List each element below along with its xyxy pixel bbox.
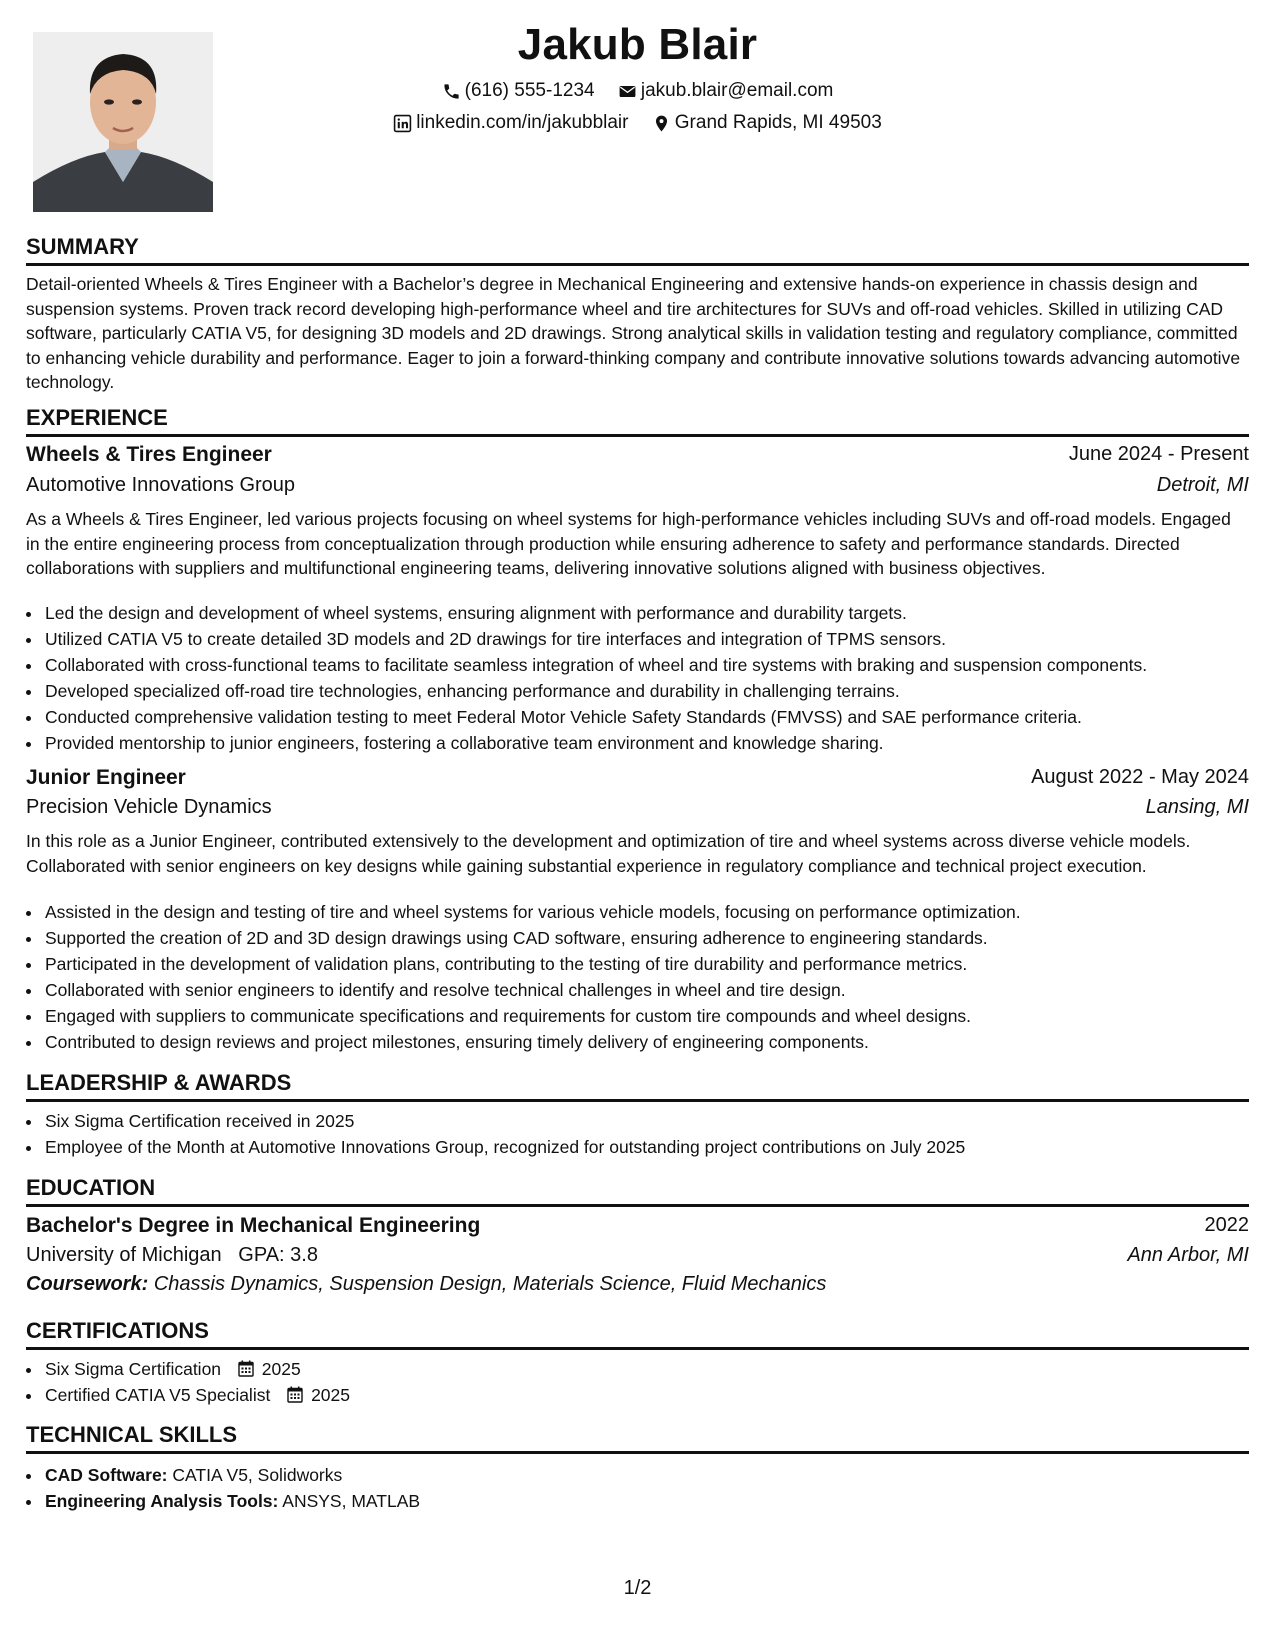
skill-label: Engineering Analysis Tools:	[45, 1491, 279, 1511]
degree: Bachelor's Degree in Mechanical Engineering	[26, 1214, 481, 1237]
contact-phone	[442, 80, 595, 102]
contact-location	[652, 112, 882, 134]
job-1-dates: June 2024 - Present	[1068, 443, 1249, 465]
school-location: Ann Arbor, MI	[1127, 1244, 1249, 1266]
email-text[interactable]: jakub.blair@email.com	[640, 80, 834, 101]
skill-value: ANSYS, MATLAB	[282, 1491, 421, 1511]
list-item: • Supported the creation of 2D and 3D design drawings using CAD software, ensuring adherence to engineering standards.	[43, 925, 1266, 951]
cert-name: Certified CATIA V5 Specialist	[45, 1385, 271, 1405]
skills-list	[26, 1462, 1266, 1514]
phone-icon	[442, 82, 461, 101]
coursework-label: Coursework:	[26, 1273, 149, 1295]
education-header	[26, 1214, 1249, 1238]
envelope-icon	[618, 82, 637, 101]
contact-email[interactable]	[618, 80, 833, 102]
cert-year: 2025	[261, 1359, 301, 1379]
gpa: GPA: 3.8	[238, 1244, 318, 1266]
candidate-name: Jakub Blair	[517, 20, 758, 69]
job-1-location: Detroit, MI	[1156, 474, 1249, 496]
list-item	[43, 1382, 1266, 1408]
list-item: • Utilized CATIA V5 to create detailed 3D models and 2D drawings for tire interfaces and integration of TPMS sensors.	[43, 626, 1266, 652]
list-item	[43, 1462, 1266, 1488]
location-text: Grand Rapids, MI 49503	[674, 112, 882, 133]
education-subheader	[26, 1244, 1249, 1267]
phone-text: (616) 555-1234	[464, 80, 595, 101]
leadership-list	[26, 1108, 1266, 1160]
calendar-icon	[238, 1360, 254, 1377]
list-item: • Assisted in the design and testing of tire and wheel systems for various vehicle models, focusing on performance optimization.	[43, 899, 1266, 925]
coursework-list: Chassis Dynamics, Suspension Design, Materials Science, Fluid Mechanics	[153, 1273, 827, 1295]
list-item: • Led the design and development of wheel systems, ensuring alignment with performance and durability targets.	[43, 600, 1266, 626]
leadership-heading: LEADERSHIP & AWARDS	[26, 1070, 1249, 1102]
cert-name: Six Sigma Certification	[45, 1359, 222, 1379]
list-item: • Engaged with suppliers to communicate specifications and requirements for custom tire compounds and wheel designs.	[43, 1003, 1266, 1029]
skills-heading: TECHNICAL SKILLS	[26, 1422, 1249, 1454]
job-2-company: Precision Vehicle Dynamics	[26, 796, 272, 818]
job-1-header	[26, 443, 1249, 467]
job-2-description: In this role as a Junior Engineer, contributed extensively to the development and optimization of tire and wheel systems across diverse vehicle models. Collaborated with senior engineers on key designs while gaining substantial experience in regulatory compliance and technical project execution.	[26, 831, 1191, 876]
job-1-company: Automotive Innovations Group	[26, 474, 296, 496]
certifications-list	[26, 1356, 1266, 1408]
linkedin-icon	[393, 114, 412, 133]
summary-heading: SUMMARY	[26, 234, 1249, 266]
contact-row-1	[26, 80, 1249, 107]
linkedin-text[interactable]: linkedin.com/in/jakubblair	[416, 112, 629, 133]
map-pin-icon	[652, 114, 671, 133]
job-2-location: Lansing, MI	[1145, 796, 1249, 818]
cert-year: 2025	[311, 1385, 351, 1405]
list-item: • Collaborated with cross-functional teams to facilitate seamless integration of wheel and tire systems with braking and suspension components.	[43, 652, 1266, 678]
certifications-heading: CERTIFICATIONS	[26, 1318, 1249, 1350]
job-1-subheader	[26, 474, 1249, 497]
list-item	[43, 1356, 1266, 1382]
calendar-icon	[287, 1386, 303, 1403]
graduation-year: 2022	[1204, 1214, 1249, 1236]
contact-linkedin[interactable]	[393, 112, 628, 134]
job-2-dates: August 2022 - May 2024	[1031, 766, 1249, 788]
job-1-bullets	[26, 600, 1266, 756]
school-name: University of Michigan	[26, 1244, 222, 1266]
job-2-header	[26, 766, 1249, 790]
coursework-line	[26, 1273, 1249, 1296]
list-item	[43, 1488, 1266, 1514]
job-2-bullets	[26, 899, 1266, 1055]
list-item: • Six Sigma Certification received in 2025	[43, 1108, 1266, 1134]
job-1-description: As a Wheels & Tires Engineer, led various projects focusing on wheel systems for high-performance vehicles including SUVs and off-road models. Engaged in the entire engineering process from conceptualization through production while ensuring adherence to safety and performance standards. Directed collaborations with suppliers and multifunctional engineering teams, delivering innovative solutions aligned with business objectives.	[26, 509, 1231, 578]
list-item: • Provided mentorship to junior engineers, fostering a collaborative team environment and knowledge sharing.	[43, 730, 1266, 756]
list-item: • Contributed to design reviews and project milestones, ensuring timely delivery of engineering components.	[43, 1029, 1266, 1055]
contact-row-2	[26, 112, 1249, 139]
list-item: • Conducted comprehensive validation testing to meet Federal Motor Vehicle Safety Standards (FMVSS) and SAE performance criteria.	[43, 704, 1266, 730]
skill-label: CAD Software:	[45, 1465, 168, 1485]
job-2-title: Junior Engineer	[26, 766, 186, 789]
list-item: • Participated in the development of validation plans, contributing to the testing of tire durability and performance metrics.	[43, 951, 1266, 977]
list-item: • Developed specialized off-road tire technologies, enhancing performance and durability in challenging terrains.	[43, 678, 1266, 704]
education-heading: EDUCATION	[26, 1175, 1249, 1207]
experience-heading: EXPERIENCE	[26, 405, 1249, 437]
summary-text: Detail-oriented Wheels & Tires Engineer with a Bachelor’s degree in Mechanical Engineering and extensive hands-on experience in chassis design and suspension systems. Proven track record developing high-performance wheel and tire architectures for SUVs and off-road vehicles. Skilled in utilizing CAD software, particularly CATIA V5, for designing 3D models and 2D drawings. Strong analytical skills in validation testing and regulatory compliance, committed to enhancing vehicle durability and performance. Eager to join a forward-thinking company and contribute innovative solutions towards advancing automotive technology.	[26, 274, 1241, 392]
job-1-title: Wheels & Tires Engineer	[26, 443, 272, 466]
resume-page	[26, 0, 1249, 1650]
list-item: • Collaborated with senior engineers to identify and resolve technical challenges in wheel and tire design.	[43, 977, 1266, 1003]
list-item: • Employee of the Month at Automotive Innovations Group, recognized for outstanding project contributions on July 2025	[43, 1134, 1266, 1160]
page-number: 1/2	[623, 1577, 652, 1599]
school-line	[26, 1244, 318, 1267]
skill-value: CATIA V5, Solidworks	[172, 1465, 343, 1485]
job-2-subheader	[26, 796, 1249, 819]
